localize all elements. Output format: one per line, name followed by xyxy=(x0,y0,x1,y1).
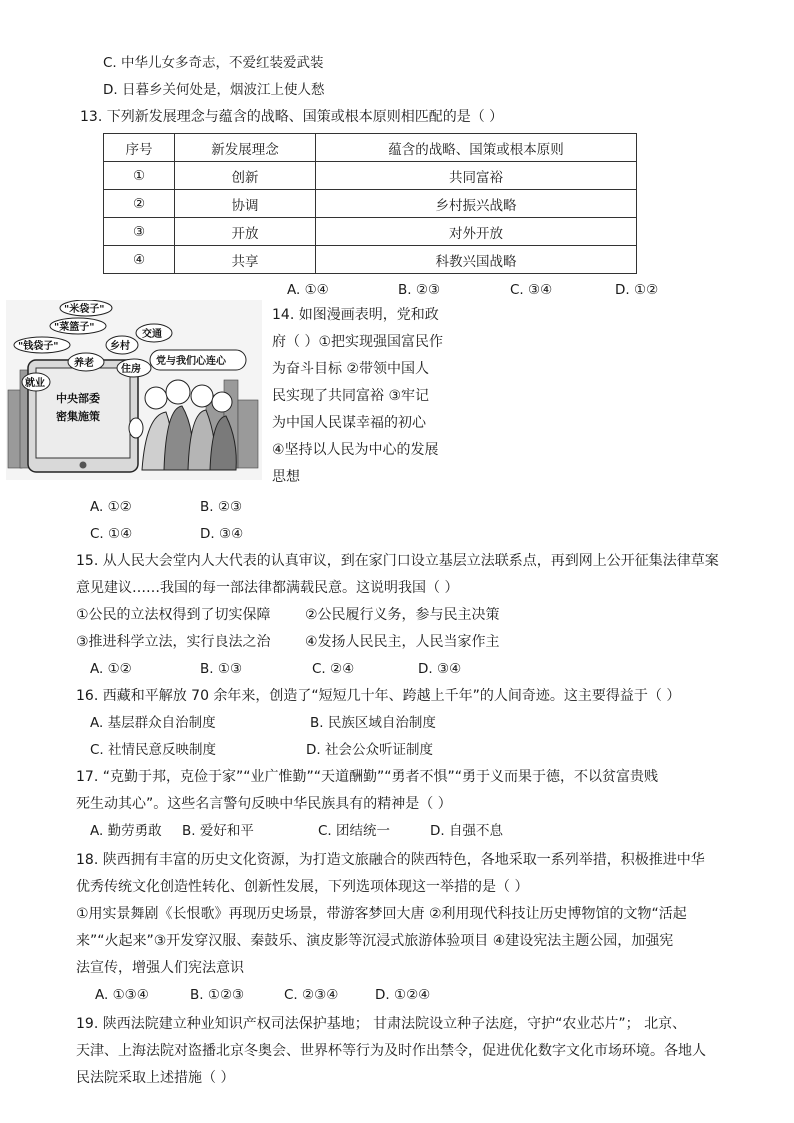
q15-statement-3: ③推进科学立法，实行良法之治 xyxy=(76,634,271,650)
q13-option-d: D. ①② xyxy=(615,282,659,298)
table-cell: 共享 xyxy=(175,246,316,274)
q15-option-c: C. ②④ xyxy=(312,661,355,677)
table-cell: 协调 xyxy=(175,190,316,218)
q18-statement-line2: 来”“火起来”③开发穿汉服、秦鼓乐、演皮影等沉浸式旅游体验项目 ④建设宪法主题公园，加强宪 xyxy=(76,933,674,949)
q18-statement-line1: ①用实景舞剧《长恨歌》再现历史场景，带游客梦回大唐 ②利用现代科技让历史博物馆的文物“活起 xyxy=(76,906,687,922)
q15-option-d: D. ③④ xyxy=(418,661,462,677)
q18-statement-line3: 法宣传，增强人们宪法意识 xyxy=(76,960,244,976)
q18-option-a: A. ①③④ xyxy=(95,987,149,1003)
table-cell: 创新 xyxy=(175,162,316,190)
q15-option-a: A. ①② xyxy=(90,661,132,677)
q14-line: 为奋斗目标 ②带领中国人 xyxy=(272,361,430,377)
table-cell: 开放 xyxy=(175,218,316,246)
q12-option-c: C. 中华儿女多奇志，不爱红装爱武装 xyxy=(103,55,324,71)
table-cell: ④ xyxy=(104,246,175,274)
q15-statement-1: ①公民的立法权得到了切实保障 xyxy=(76,607,271,623)
q13-option-a: A. ①④ xyxy=(287,282,329,298)
q18-stem-line1: 18. 陕西拥有丰富的历史文化资源，为打造文旅融合的陕西特色，各地采取一系列举措，积极推进中华 xyxy=(76,852,705,868)
table-cell: 乡村振兴战略 xyxy=(316,190,637,218)
q18-option-c: C. ②③④ xyxy=(284,987,339,1003)
q15-statement-4: ④发扬人民民主，人民当家作主 xyxy=(305,634,500,650)
q17-option-d: D. 自强不息 xyxy=(430,823,503,839)
q14-line: 14. 如图漫画表明，党和政 xyxy=(272,307,439,323)
q15-stem-line2: 意见建议……我国的每一部法律都满载民意。这说明我国（ ） xyxy=(76,580,459,596)
q14-option-b: B. ②③ xyxy=(200,499,243,515)
bubble-text: 就业 xyxy=(25,378,45,389)
q14-option-a: A. ①② xyxy=(90,499,132,515)
table-header: 序号 xyxy=(104,134,175,162)
table-row xyxy=(104,190,637,218)
q14-line: 思想 xyxy=(272,469,300,485)
bubble-text: 党与我们心连心 xyxy=(156,356,226,367)
table-cell: 共同富裕 xyxy=(316,162,637,190)
q14-stem xyxy=(272,302,462,491)
q15-statement-2: ②公民履行义务，参与民主决策 xyxy=(305,607,500,623)
q14-option-c: C. ①④ xyxy=(90,526,133,542)
q18-option-b: B. ①②③ xyxy=(190,987,245,1003)
table-row xyxy=(104,218,637,246)
table-row xyxy=(104,162,637,190)
bubble-text: 养老 xyxy=(74,358,94,369)
q14-line: 府（ ）①把实现强国富民作 xyxy=(272,334,444,350)
q16-option-b: B. 民族区域自治制度 xyxy=(310,715,436,731)
q13-option-c: C. ③④ xyxy=(510,282,553,298)
q17-stem-line2: 死生动其心”。这些名言警句反映中华民族具有的精神是（ ） xyxy=(76,796,452,812)
table-header: 蕴含的战略、国策或根本原则 xyxy=(316,134,637,162)
q18-stem-line2: 优秀传统文化创造性转化、创新性发展，下列选项体现这一举措的是（ ） xyxy=(76,879,529,895)
bubble-text: 交通 xyxy=(142,329,162,340)
bubble-text: "菜篮子" xyxy=(54,322,95,333)
table-cell: 对外开放 xyxy=(316,218,637,246)
bubble-text: 乡村 xyxy=(110,341,130,352)
q19-stem-line1: 19. 陕西法院建立种业知识产权司法保护基地； 甘肃法院设立种子法庭，守护“农业芯片”； 北京、 xyxy=(76,1016,687,1032)
q19-stem-line3: 民法院采取上述措施（ ） xyxy=(76,1070,235,1086)
table-row xyxy=(104,246,637,274)
board-text: 中央部委 xyxy=(56,392,100,405)
q19-stem-line2: 天津、上海法院对盗播北京冬奥会、世界杯等行为及时作出禁令，促进优化数字文化市场环境。各地人 xyxy=(76,1043,706,1059)
bubble-text: "钱袋子" xyxy=(18,341,59,352)
table-header-row xyxy=(104,134,637,162)
q17-stem-line1: 17. “克勤于邦，克俭于家”“业广惟勤”“天道酬勤”“勇者不惧”“勇于义而果于德，不以贫富贵贱 xyxy=(76,769,658,785)
q14-line: ④坚持以人民为中心的发展 xyxy=(272,442,439,458)
table-cell: ② xyxy=(104,190,175,218)
table-header: 新发展理念 xyxy=(175,134,316,162)
table-cell: ① xyxy=(104,162,175,190)
table-cell: 科教兴国战略 xyxy=(316,246,637,274)
q14-line: 民实现了共同富裕 ③牢记 xyxy=(272,388,430,404)
table-cell: ③ xyxy=(104,218,175,246)
q12-option-d: D. 日暮乡关何处是，烟波江上使人愁 xyxy=(103,82,325,98)
q16-stem: 16. 西藏和平解放 70 余年来，创造了“短短几十年、跨越上千年”的人间奇迹。这主要得益于（ ） xyxy=(76,688,681,704)
q16-option-c: C. 社情民意反映制度 xyxy=(90,742,217,758)
board-text: 密集施策 xyxy=(56,410,100,423)
q13-option-b: B. ②③ xyxy=(398,282,441,298)
q17-option-c: C. 团结统一 xyxy=(318,823,391,839)
q16-option-d: D. 社会公众听证制度 xyxy=(306,742,433,758)
q15-stem-line1: 15. 从人民大会堂内人大代表的认真审议，到在家门口设立基层立法联系点，再到网上公开征集法律草案 xyxy=(76,553,719,569)
q15-option-b: B. ①③ xyxy=(200,661,243,677)
bubble-text: 住房 xyxy=(121,364,141,375)
q14-line: 为中国人民谋幸福的初心 xyxy=(272,415,426,431)
q17-option-a: A. 勤劳勇敢 xyxy=(90,823,162,839)
q13-table xyxy=(103,133,637,274)
q18-option-d: D. ①②④ xyxy=(375,987,431,1003)
q13-stem: 13. 下列新发展理念与蕴含的战略、国策或根本原则相匹配的是（ ） xyxy=(80,109,504,125)
q17-option-b: B. 爱好和平 xyxy=(182,823,254,839)
q16-option-a: A. 基层群众自治制度 xyxy=(90,715,216,731)
cartoon-illustration xyxy=(6,300,262,480)
bubble-text: "米袋子" xyxy=(64,304,105,315)
q14-option-d: D. ③④ xyxy=(200,526,244,542)
